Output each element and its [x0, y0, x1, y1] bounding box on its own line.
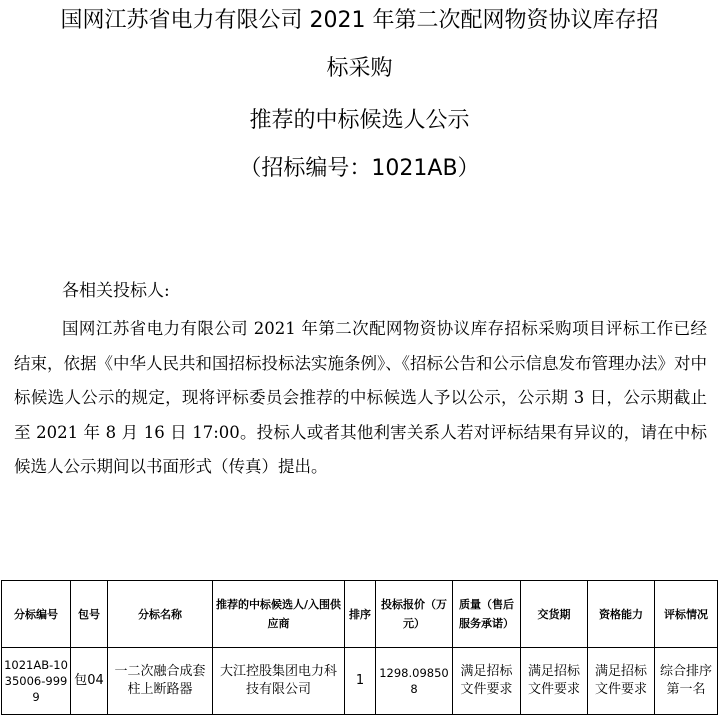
cell-evaluation: 综合排序第一名 — [655, 648, 718, 715]
table-row — [2, 648, 718, 715]
announcement-paragraph: 国网江苏省电力有限公司 2021 年第二次配网物资协议库存招标采购项目评标工作已经结束，依据《中华人民共和国招标投标法实施条例》、《招标公告和公示信息发布管理办法》对中标候选人公示的规定，现将评标委员会推荐的中标候选人予以公示，公示期 3 日，公示期截止至 2021 年 8 月 16 日 17:00。投标人或者其他利害关系人若对评标结果有异议的，请在中标候选人公示期间以书面形式（传真）提出。 — [14, 319, 707, 476]
candidate-table — [1, 580, 718, 715]
col-header-quality: 质量（售后服务承诺） — [453, 581, 521, 648]
cell-rank: 1 — [345, 648, 376, 715]
cell-lot-name: 一二次融合成套柱上断路器 — [108, 648, 213, 715]
col-header-lot-name: 分标名称 — [108, 581, 213, 648]
col-header-candidate: 推荐的中标候选人/入围供应商 — [213, 581, 345, 648]
col-header-package: 包号 — [71, 581, 108, 648]
col-header-bid-price: 投标报价（万元） — [376, 581, 453, 648]
col-header-evaluation: 评标情况 — [655, 581, 718, 648]
salutation: 各相关投标人: — [62, 281, 170, 301]
col-header-qualification: 资格能力 — [588, 581, 655, 648]
cell-package: 包04 — [71, 648, 108, 715]
cell-quality: 满足招标文件要求 — [453, 648, 521, 715]
cell-candidate: 大江控股集团电力科技有限公司 — [213, 648, 345, 715]
cell-qualification: 满足招标文件要求 — [588, 648, 655, 715]
announcement-title-line2: 标采购 — [326, 56, 393, 81]
col-header-rank: 排序 — [345, 581, 376, 648]
col-header-delivery: 交货期 — [521, 581, 588, 648]
cell-bid-price: 1298.098508 — [376, 648, 453, 715]
announcement-subtitle: 推荐的中标候选人公示 — [249, 108, 470, 133]
cell-delivery: 满足招标文件要求 — [521, 648, 588, 715]
col-header-lot-number: 分标编号 — [2, 581, 71, 648]
announcement-title-line1: 国网江苏省电力有限公司 2021 年第二次配网物资协议库存招 — [60, 8, 659, 33]
cell-lot-number: 1021AB-1035006-9999 — [2, 648, 71, 715]
bid-number: （招标编号：1021AB） — [239, 156, 480, 181]
table-header-row — [2, 581, 718, 648]
